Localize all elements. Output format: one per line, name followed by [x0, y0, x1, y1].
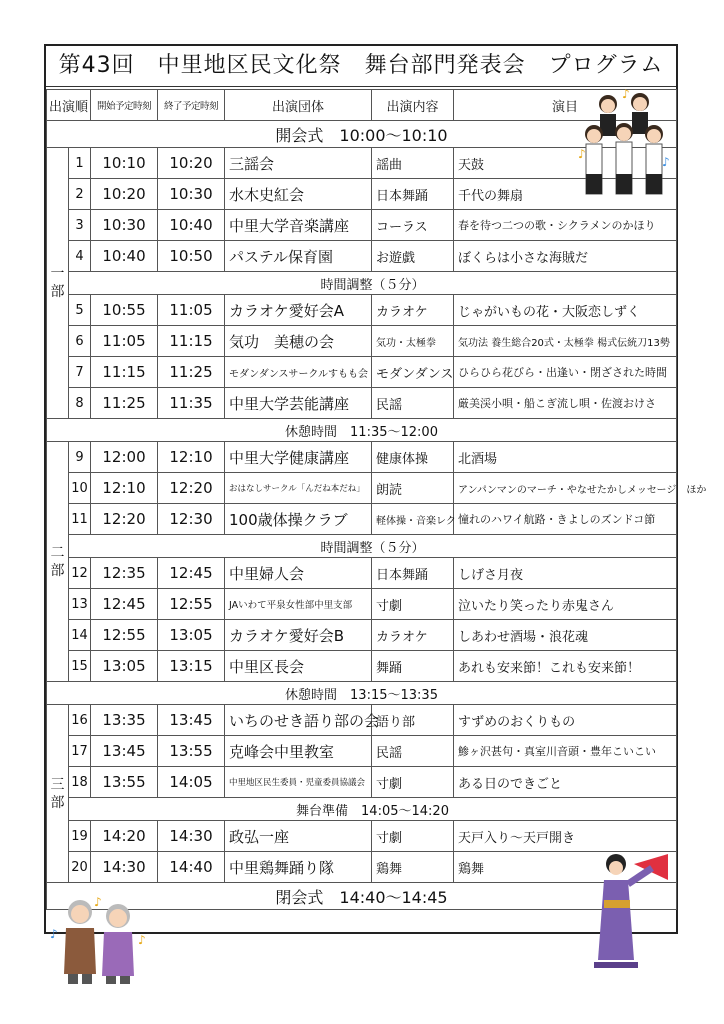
closing-ceremony: 閉会式 14:40～14:45 [47, 883, 677, 910]
table-row [47, 620, 677, 651]
end-time: 11:15 [158, 326, 225, 357]
program-title: しあわせ酒場・浪花魂 [454, 620, 677, 651]
group-name: いちのせき語り部の会 [225, 705, 372, 736]
start-time: 14:30 [91, 852, 158, 883]
music-note-icon: ♪ [578, 147, 586, 161]
start-time: 13:45 [91, 736, 158, 767]
table-row [47, 558, 677, 589]
music-note-icon: ♪ [622, 87, 630, 101]
end-time: 12:30 [158, 504, 225, 535]
start-time: 13:55 [91, 767, 158, 798]
end-time: 12:55 [158, 589, 225, 620]
end-time: 11:25 [158, 357, 225, 388]
table-row [47, 442, 677, 473]
table-row [47, 295, 677, 326]
performance-type: 語り部 [372, 705, 454, 736]
singers-illustration [50, 894, 150, 986]
part-label-3: 三部 [47, 705, 69, 883]
table-row [47, 357, 677, 388]
group-name: 中里区長会 [225, 651, 372, 682]
group-name: おはなしサークル「んだね本だね」 [225, 473, 372, 504]
row-number: 20 [69, 852, 91, 883]
group-name: 気功 美穂の会 [225, 326, 372, 357]
performance-type: 寸劇 [372, 821, 454, 852]
row-number: 15 [69, 651, 91, 682]
row-number: 8 [69, 388, 91, 419]
row-number: 13 [69, 589, 91, 620]
program-title: 北酒場 [454, 442, 677, 473]
row-number: 18 [69, 767, 91, 798]
group-name: JAいわて平泉女性部中里支部 [225, 589, 372, 620]
rest-time: 休憩時間 13:15～13:35 [47, 682, 677, 705]
table-row [47, 388, 677, 419]
start-time: 10:40 [91, 241, 158, 272]
performance-type: 舞踊 [372, 651, 454, 682]
stage-preparation: 舞台準備 14:05～14:20 [69, 798, 677, 821]
kimono-dancer-icon [594, 854, 668, 968]
program-title: 千代の舞扇 [454, 179, 677, 210]
start-time: 10:55 [91, 295, 158, 326]
program-title: すずめのおくりもの [454, 705, 677, 736]
performance-type: 謡曲 [372, 148, 454, 179]
music-note-icon: ♪ [138, 933, 146, 947]
start-time: 12:00 [91, 442, 158, 473]
part-label-2: 二部 [47, 442, 69, 682]
group-name: 中里婦人会 [225, 558, 372, 589]
start-time: 11:15 [91, 357, 158, 388]
end-time: 12:45 [158, 558, 225, 589]
program-title: しげさ月夜 [454, 558, 677, 589]
row-number: 3 [69, 210, 91, 241]
start-time: 12:45 [91, 589, 158, 620]
table-row [47, 326, 677, 357]
group-name: 中里鶏舞踊り隊 [225, 852, 372, 883]
start-time: 10:30 [91, 210, 158, 241]
start-time: 12:10 [91, 473, 158, 504]
performance-type: 軽体操・音楽レク [372, 504, 454, 535]
start-time: 12:20 [91, 504, 158, 535]
start-time: 11:05 [91, 326, 158, 357]
program-title: 鯵ヶ沢甚句・真室川音頭・豊年こいこい [454, 736, 677, 767]
group-name: 中里地区民生委員・児童委員協議会 [225, 767, 372, 798]
opening-ceremony: 開会式 10:00～10:10 [47, 121, 677, 148]
row-number: 16 [69, 705, 91, 736]
table-row [47, 736, 677, 767]
end-time: 12:10 [158, 442, 225, 473]
table-row [47, 504, 677, 535]
program-title: 天戸入り～天戸開き [454, 821, 677, 852]
performance-type: 寸劇 [372, 589, 454, 620]
group-name: 三謡会 [225, 148, 372, 179]
header-content: 出演内容 [372, 90, 454, 121]
choir-singer-icon [615, 123, 633, 194]
header-end: 終了予定時刻 [158, 90, 225, 121]
row-number: 11 [69, 504, 91, 535]
program-title: 気功法 養生総合20式・太極拳 楊式伝統刀13勢 [454, 326, 677, 357]
row-number: 19 [69, 821, 91, 852]
program-title: アンパンマンのマーチ・やなせたかしメッセージ ほか [454, 473, 677, 504]
performance-type: 寸劇 [372, 767, 454, 798]
row-number: 6 [69, 326, 91, 357]
end-time: 11:35 [158, 388, 225, 419]
row-number: 7 [69, 357, 91, 388]
page-title: 第43回 中里地区民文化祭 舞台部門発表会 プログラム [46, 46, 676, 87]
group-name: 中里大学健康講座 [225, 442, 372, 473]
table-row [47, 651, 677, 682]
program-title: あれも安来節！これも安来節！ [454, 651, 677, 682]
program-title: ひらひら花びら・出逢い・閉ざされた時間 [454, 357, 677, 388]
program-title: 春を待つ二つの歌・シクラメンのかほり [454, 210, 677, 241]
header-start: 開始予定時刻 [91, 90, 158, 121]
choir-singer-icon [585, 125, 603, 194]
group-name: 水木史紅会 [225, 179, 372, 210]
row-number: 1 [69, 148, 91, 179]
end-time: 14:05 [158, 767, 225, 798]
end-time: 14:30 [158, 821, 225, 852]
group-name: モダンダンスサークルすもも会 [225, 357, 372, 388]
program-title: 鶏舞 [454, 852, 677, 883]
header-group: 出演団体 [225, 90, 372, 121]
end-time: 10:20 [158, 148, 225, 179]
start-time: 12:55 [91, 620, 158, 651]
end-time: 11:05 [158, 295, 225, 326]
group-name: 中里大学芸能講座 [225, 388, 372, 419]
group-name: 政弘一座 [225, 821, 372, 852]
table-row [47, 767, 677, 798]
row-number: 9 [69, 442, 91, 473]
time-adjustment: 時間調整（５分） [69, 535, 677, 558]
dancer-illustration [582, 850, 674, 974]
program-title: 厳美渓小唄・船こぎ流し唄・佐渡おけさ [454, 388, 677, 419]
elderly-singer-icon [102, 904, 134, 984]
row-number: 10 [69, 473, 91, 504]
group-name: 100歳体操クラブ [225, 504, 372, 535]
start-time: 13:35 [91, 705, 158, 736]
group-name: パステル保育園 [225, 241, 372, 272]
table-row [47, 821, 677, 852]
time-adjustment: 時間調整（５分） [69, 272, 677, 295]
start-time: 14:20 [91, 821, 158, 852]
start-time: 13:05 [91, 651, 158, 682]
start-time: 11:25 [91, 388, 158, 419]
end-time: 10:30 [158, 179, 225, 210]
choir-singer-icon [645, 125, 663, 194]
table-row [47, 705, 677, 736]
performance-type: カラオケ [372, 295, 454, 326]
performance-type: 民謡 [372, 388, 454, 419]
program-title: じゃがいもの花・大阪恋しずく [454, 295, 677, 326]
end-time: 10:50 [158, 241, 225, 272]
row-number: 5 [69, 295, 91, 326]
music-note-icon: ♪ [50, 927, 58, 941]
row-number: 4 [69, 241, 91, 272]
part-label-1: 一部 [47, 148, 69, 419]
music-note-icon: ♪ [94, 895, 102, 909]
program-title: 泣いたり笑ったり赤鬼さん [454, 589, 677, 620]
row-number: 14 [69, 620, 91, 651]
performance-type: 気功・太極拳 [372, 326, 454, 357]
performance-type: 日本舞踊 [372, 179, 454, 210]
performance-type: モダンダンス [372, 357, 454, 388]
row-number: 2 [69, 179, 91, 210]
program-table [46, 89, 707, 910]
table-row [47, 589, 677, 620]
table-row [47, 210, 677, 241]
end-time: 14:40 [158, 852, 225, 883]
end-time: 12:20 [158, 473, 225, 504]
header-order: 出演順 [47, 90, 91, 121]
end-time: 10:40 [158, 210, 225, 241]
group-name: 中里大学音楽講座 [225, 210, 372, 241]
start-time: 10:20 [91, 179, 158, 210]
group-name: カラオケ愛好会B [225, 620, 372, 651]
end-time: 13:45 [158, 705, 225, 736]
elderly-singer-icon [64, 900, 96, 984]
rest-time: 休憩時間 11:35～12:00 [47, 419, 677, 442]
choir-illustration [578, 88, 674, 200]
music-note-icon: ♪ [662, 155, 670, 169]
performance-type: 鶏舞 [372, 852, 454, 883]
choir-singer-icon [631, 93, 649, 134]
performance-type: 民謡 [372, 736, 454, 767]
break-row [47, 419, 677, 442]
end-time: 13:55 [158, 736, 225, 767]
end-time: 13:15 [158, 651, 225, 682]
performance-type: お遊戯 [372, 241, 454, 272]
end-time: 13:05 [158, 620, 225, 651]
program-title: ぼくらは小さな海賊だ [454, 241, 677, 272]
performance-type: 日本舞踊 [372, 558, 454, 589]
break-row [47, 682, 677, 705]
break-row [47, 798, 677, 821]
break-row [47, 272, 677, 295]
start-time: 10:10 [91, 148, 158, 179]
group-name: カラオケ愛好会A [225, 295, 372, 326]
row-number: 12 [69, 558, 91, 589]
program-title: 天鼓 [454, 148, 677, 179]
header-program: 演目 [454, 90, 677, 121]
break-row [47, 535, 677, 558]
group-name: 克峰会中里教室 [225, 736, 372, 767]
program-title: ある日のできごと [454, 767, 677, 798]
performance-type: コーラス [372, 210, 454, 241]
performance-type: 健康体操 [372, 442, 454, 473]
table-row [47, 241, 677, 272]
row-number: 17 [69, 736, 91, 767]
program-title: 憧れのハワイ航路・きよしのズンドコ節 [454, 504, 677, 535]
performance-type: カラオケ [372, 620, 454, 651]
table-row [47, 473, 677, 504]
performance-type: 朗読 [372, 473, 454, 504]
start-time: 12:35 [91, 558, 158, 589]
